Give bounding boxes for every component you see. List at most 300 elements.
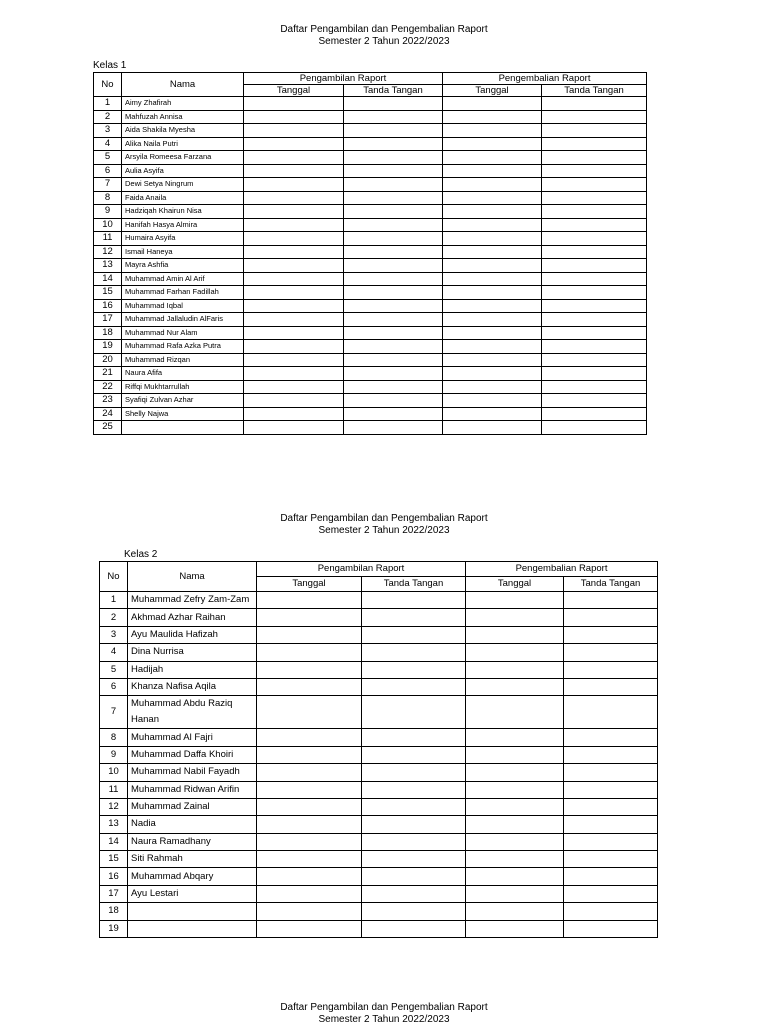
tanda-tangan-pengambilan-cell <box>344 286 443 300</box>
student-name <box>128 920 257 937</box>
table-row <box>94 380 647 394</box>
class-label-2: Kelas 2 <box>124 549 158 560</box>
tanda-tangan-pengembalian-cell <box>542 421 647 435</box>
tanggal-pengambilan-cell <box>244 313 344 327</box>
tanggal-pengembalian-cell <box>466 678 564 695</box>
header-tanda-tangan: Tanda Tangan <box>362 577 466 592</box>
table-row <box>94 191 647 205</box>
table-row <box>94 394 647 408</box>
table-row <box>100 798 658 815</box>
student-name: Mayra Ashfia <box>122 259 244 273</box>
tanggal-pengembalian-cell <box>466 746 564 763</box>
tanggal-pengembalian-cell <box>443 110 542 124</box>
table-row <box>94 367 647 381</box>
row-number: 23 <box>94 394 122 408</box>
header-pengembalian: Pengembalian Raport <box>443 73 647 85</box>
tanda-tangan-pengambilan-cell <box>344 232 443 246</box>
subtitle-line: Semester 2 Tahun 2022/2023 <box>318 525 450 536</box>
tanda-tangan-pengambilan-cell <box>344 218 443 232</box>
table-row <box>100 833 658 850</box>
tanda-tangan-pengembalian-cell <box>564 851 658 868</box>
subtitle-line: Semester 2 Tahun 2022/2023 <box>318 36 450 47</box>
row-number: 10 <box>100 764 128 781</box>
tanda-tangan-pengembalian-cell <box>564 592 658 609</box>
table-row <box>94 245 647 259</box>
tanda-tangan-pengembalian-cell <box>542 326 647 340</box>
page-title-2 <box>0 513 768 537</box>
tanda-tangan-pengambilan-cell <box>344 245 443 259</box>
class-label-1: Kelas 1 <box>93 60 127 71</box>
tanda-tangan-pengembalian-cell <box>542 178 647 192</box>
tanggal-pengembalian-cell <box>443 326 542 340</box>
tanggal-pengembalian-cell <box>466 903 564 920</box>
tanda-tangan-pengembalian-cell <box>564 781 658 798</box>
table-row <box>94 110 647 124</box>
row-number: 1 <box>94 97 122 111</box>
tanda-tangan-pengembalian-cell <box>542 232 647 246</box>
tanggal-pengembalian-cell <box>443 313 542 327</box>
tanggal-pengambilan-cell <box>244 151 344 165</box>
tanda-tangan-pengambilan-cell <box>344 313 443 327</box>
tanda-tangan-pengambilan-cell <box>344 421 443 435</box>
tanda-tangan-pengembalian-cell <box>542 245 647 259</box>
row-number: 9 <box>100 746 128 763</box>
table-row <box>94 124 647 138</box>
tanda-tangan-pengambilan-cell <box>344 394 443 408</box>
tanda-tangan-pengambilan-cell <box>362 764 466 781</box>
table-row <box>100 609 658 626</box>
student-name: Aida Shakila Myesha <box>122 124 244 138</box>
student-name <box>128 903 257 920</box>
tanda-tangan-pengembalian-cell <box>564 696 658 729</box>
row-number: 1 <box>100 592 128 609</box>
student-name: Mahfuzah Annisa <box>122 110 244 124</box>
header-tanda-tangan: Tanda Tangan <box>542 85 647 97</box>
tanda-tangan-pengembalian-cell <box>542 299 647 313</box>
tanggal-pengambilan-cell <box>244 245 344 259</box>
tanda-tangan-pengembalian-cell <box>564 833 658 850</box>
student-name: Ismail Haneya <box>122 245 244 259</box>
tanda-tangan-pengembalian-cell <box>564 764 658 781</box>
student-name: Humaira Asyifa <box>122 232 244 246</box>
tanda-tangan-pengambilan-cell <box>362 729 466 746</box>
tanggal-pengembalian-cell <box>466 885 564 902</box>
tanggal-pengambilan-cell <box>244 205 344 219</box>
tanda-tangan-pengambilan-cell <box>344 299 443 313</box>
student-name: Muhammad Abqary <box>128 868 257 885</box>
row-number: 5 <box>100 661 128 678</box>
tanggal-pengambilan-cell <box>257 781 362 798</box>
tanda-tangan-pengambilan-cell <box>362 781 466 798</box>
tanda-tangan-pengembalian-cell <box>542 394 647 408</box>
tanda-tangan-pengambilan-cell <box>362 903 466 920</box>
tanda-tangan-pengambilan-cell <box>344 178 443 192</box>
tanda-tangan-pengembalian-cell <box>542 110 647 124</box>
student-name: Muhammad Rizqan <box>122 353 244 367</box>
table-row <box>94 421 647 435</box>
tanda-tangan-pengembalian-cell <box>564 885 658 902</box>
row-number: 3 <box>94 124 122 138</box>
tanggal-pengambilan-cell <box>257 746 362 763</box>
row-number: 12 <box>94 245 122 259</box>
student-name <box>122 421 244 435</box>
tanggal-pengambilan-cell <box>244 164 344 178</box>
row-number: 15 <box>100 851 128 868</box>
row-number: 16 <box>100 868 128 885</box>
row-number: 12 <box>100 798 128 815</box>
tanggal-pengembalian-cell <box>443 380 542 394</box>
tanggal-pengembalian-cell <box>443 178 542 192</box>
tanggal-pengambilan-cell <box>244 191 344 205</box>
student-name: Alika Naila Putri <box>122 137 244 151</box>
title-line: Daftar Pengambilan dan Pengembalian Raport <box>280 513 488 524</box>
tanggal-pengembalian-cell <box>443 367 542 381</box>
tanggal-pengembalian-cell <box>443 218 542 232</box>
row-number: 10 <box>94 218 122 232</box>
tanda-tangan-pengambilan-cell <box>344 205 443 219</box>
table-row <box>94 151 647 165</box>
student-name: Muhammad Nur Alam <box>122 326 244 340</box>
table-row <box>100 678 658 695</box>
tanda-tangan-pengembalian-cell <box>542 286 647 300</box>
tanggal-pengembalian-cell <box>466 696 564 729</box>
row-number: 4 <box>94 137 122 151</box>
tanda-tangan-pengambilan-cell <box>344 326 443 340</box>
tanggal-pengambilan-cell <box>244 299 344 313</box>
tanda-tangan-pengembalian-cell <box>542 380 647 394</box>
tanggal-pengembalian-cell <box>466 868 564 885</box>
student-name: Muhammad Zainal <box>128 798 257 815</box>
student-name: Muhammad Rafa Azka Putra <box>122 340 244 354</box>
tanggal-pengembalian-cell <box>443 232 542 246</box>
tanda-tangan-pengambilan-cell <box>344 353 443 367</box>
tanda-tangan-pengambilan-cell <box>344 124 443 138</box>
tanggal-pengembalian-cell <box>466 729 564 746</box>
row-number: 17 <box>100 885 128 902</box>
row-number: 9 <box>94 205 122 219</box>
tanggal-pengembalian-cell <box>443 353 542 367</box>
tanggal-pengambilan-cell <box>257 816 362 833</box>
tanggal-pengembalian-cell <box>443 340 542 354</box>
tanggal-pengembalian-cell <box>443 259 542 273</box>
student-name: Naura Afifa <box>122 367 244 381</box>
table-row <box>94 178 647 192</box>
tanda-tangan-pengembalian-cell <box>564 678 658 695</box>
row-number: 11 <box>100 781 128 798</box>
tanggal-pengambilan-cell <box>257 592 362 609</box>
header-tanggal: Tanggal <box>244 85 344 97</box>
tanggal-pengambilan-cell <box>257 609 362 626</box>
title-line: Daftar Pengambilan dan Pengembalian Raport <box>280 1002 488 1013</box>
tanggal-pengembalian-cell <box>466 920 564 937</box>
tanda-tangan-pengembalian-cell <box>542 164 647 178</box>
table-row <box>100 868 658 885</box>
row-number: 24 <box>94 407 122 421</box>
tanda-tangan-pengambilan-cell <box>362 798 466 815</box>
tanggal-pengembalian-cell <box>466 609 564 626</box>
class-table-1 <box>93 72 647 435</box>
tanggal-pengambilan-cell <box>257 851 362 868</box>
student-name: Hadziqah Khairun Nisa <box>122 205 244 219</box>
tanda-tangan-pengambilan-cell <box>344 272 443 286</box>
tanggal-pengambilan-cell <box>244 259 344 273</box>
tanda-tangan-pengembalian-cell <box>564 609 658 626</box>
student-name: Siti Rahmah <box>128 851 257 868</box>
header-pengambilan: Pengambilan Raport <box>244 73 443 85</box>
tanda-tangan-pengambilan-cell <box>362 644 466 661</box>
tanggal-pengembalian-cell <box>443 272 542 286</box>
tanggal-pengembalian-cell <box>443 124 542 138</box>
table-row <box>100 626 658 643</box>
tanggal-pengambilan-cell <box>257 626 362 643</box>
tanggal-pengambilan-cell <box>244 326 344 340</box>
tanggal-pengambilan-cell <box>257 696 362 729</box>
tanggal-pengambilan-cell <box>244 353 344 367</box>
student-name: Ayu Maulida Hafizah <box>128 626 257 643</box>
tanda-tangan-pengambilan-cell <box>362 920 466 937</box>
tanda-tangan-pengembalian-cell <box>542 97 647 111</box>
tanda-tangan-pengambilan-cell <box>344 110 443 124</box>
student-name: Muhammad Jallaludin AlFaris <box>122 313 244 327</box>
tanggal-pengambilan-cell <box>244 380 344 394</box>
tanggal-pengembalian-cell <box>443 299 542 313</box>
tanggal-pengembalian-cell <box>443 137 542 151</box>
tanggal-pengambilan-cell <box>244 97 344 111</box>
header-tanggal: Tanggal <box>466 577 564 592</box>
student-name: Naura Ramadhany <box>128 833 257 850</box>
tanggal-pengambilan-cell <box>257 798 362 815</box>
table-row <box>100 920 658 937</box>
tanggal-pengembalian-cell <box>466 764 564 781</box>
row-number: 18 <box>100 903 128 920</box>
table-row <box>100 592 658 609</box>
tanda-tangan-pengembalian-cell <box>564 920 658 937</box>
row-number: 20 <box>94 353 122 367</box>
tanda-tangan-pengambilan-cell <box>362 626 466 643</box>
tanggal-pengembalian-cell <box>443 164 542 178</box>
tanggal-pengambilan-cell <box>257 764 362 781</box>
tanggal-pengambilan-cell <box>244 272 344 286</box>
table-row <box>94 259 647 273</box>
row-number: 16 <box>94 299 122 313</box>
table-row <box>94 232 647 246</box>
tanda-tangan-pengembalian-cell <box>542 124 647 138</box>
tanda-tangan-pengembalian-cell <box>542 137 647 151</box>
student-name: Muhammad Ridwan Arifin <box>128 781 257 798</box>
tanda-tangan-pengembalian-cell <box>564 626 658 643</box>
tanda-tangan-pengambilan-cell <box>362 833 466 850</box>
tanda-tangan-pengambilan-cell <box>344 367 443 381</box>
student-name: Dewi Setya Ningrum <box>122 178 244 192</box>
tanggal-pengambilan-cell <box>257 678 362 695</box>
tanggal-pengambilan-cell <box>257 644 362 661</box>
tanda-tangan-pengambilan-cell <box>362 868 466 885</box>
row-number: 6 <box>94 164 122 178</box>
row-number: 22 <box>94 380 122 394</box>
table-row <box>94 97 647 111</box>
tanda-tangan-pengembalian-cell <box>542 367 647 381</box>
tanda-tangan-pengambilan-cell <box>362 816 466 833</box>
student-name: Muhammad Farhan Fadillah <box>122 286 244 300</box>
tanda-tangan-pengambilan-cell <box>362 746 466 763</box>
row-number: 13 <box>100 816 128 833</box>
tanda-tangan-pengembalian-cell <box>542 353 647 367</box>
header-pengembalian: Pengembalian Raport <box>466 562 658 577</box>
table-row <box>94 299 647 313</box>
title-line: Daftar Pengambilan dan Pengembalian Raport <box>280 24 488 35</box>
row-number: 6 <box>100 678 128 695</box>
tanggal-pengembalian-cell <box>443 191 542 205</box>
row-number: 19 <box>94 340 122 354</box>
student-name: Faida Anaila <box>122 191 244 205</box>
tanda-tangan-pengambilan-cell <box>344 97 443 111</box>
tanggal-pengambilan-cell <box>244 286 344 300</box>
row-number: 7 <box>100 696 128 729</box>
student-name: Ayu Lestari <box>128 885 257 902</box>
tanggal-pengambilan-cell <box>257 868 362 885</box>
tanda-tangan-pengambilan-cell <box>344 164 443 178</box>
row-number: 8 <box>100 729 128 746</box>
row-number: 7 <box>94 178 122 192</box>
tanda-tangan-pengembalian-cell <box>564 816 658 833</box>
tanda-tangan-pengembalian-cell <box>564 729 658 746</box>
tanggal-pengambilan-cell <box>257 661 362 678</box>
table-row <box>94 218 647 232</box>
table-row <box>94 326 647 340</box>
table-row <box>100 764 658 781</box>
tanda-tangan-pengembalian-cell <box>542 205 647 219</box>
student-name: Hadijah <box>128 661 257 678</box>
tanda-tangan-pengembalian-cell <box>542 340 647 354</box>
tanda-tangan-pengambilan-cell <box>362 609 466 626</box>
student-name: Muhammad Zefry Zam-Zam <box>128 592 257 609</box>
tanda-tangan-pengambilan-cell <box>362 885 466 902</box>
tanggal-pengambilan-cell <box>257 729 362 746</box>
tanggal-pengambilan-cell <box>257 833 362 850</box>
tanggal-pengembalian-cell <box>466 798 564 815</box>
row-number: 2 <box>94 110 122 124</box>
table-row <box>100 885 658 902</box>
tanda-tangan-pengambilan-cell <box>344 407 443 421</box>
student-name: Khanza Nafisa Aqila <box>128 678 257 695</box>
tanggal-pengembalian-cell <box>466 851 564 868</box>
tanggal-pengembalian-cell <box>443 286 542 300</box>
tanggal-pengembalian-cell <box>466 626 564 643</box>
tanggal-pengembalian-cell <box>466 781 564 798</box>
table-row <box>94 340 647 354</box>
student-name: Aimy Zhafirah <box>122 97 244 111</box>
row-number: 8 <box>94 191 122 205</box>
row-number: 3 <box>100 626 128 643</box>
tanda-tangan-pengambilan-cell <box>362 696 466 729</box>
table-row <box>94 313 647 327</box>
student-name: Muhammad Abdu Raziq Hanan <box>128 696 257 729</box>
header-pengambilan: Pengambilan Raport <box>257 562 466 577</box>
header-tanda-tangan: Tanda Tangan <box>564 577 658 592</box>
table-row <box>100 851 658 868</box>
table-row <box>94 137 647 151</box>
tanda-tangan-pengambilan-cell <box>344 137 443 151</box>
table-row <box>100 781 658 798</box>
table-row <box>94 272 647 286</box>
row-number: 15 <box>94 286 122 300</box>
tanggal-pengambilan-cell <box>244 178 344 192</box>
tanda-tangan-pengembalian-cell <box>564 644 658 661</box>
row-number: 14 <box>94 272 122 286</box>
tanda-tangan-pengembalian-cell <box>542 151 647 165</box>
table-row <box>94 286 647 300</box>
tanggal-pengambilan-cell <box>257 903 362 920</box>
header-nama: Nama <box>122 73 244 97</box>
tanda-tangan-pengambilan-cell <box>344 259 443 273</box>
tanggal-pengambilan-cell <box>244 137 344 151</box>
tanggal-pengembalian-cell <box>443 394 542 408</box>
tanggal-pengembalian-cell <box>466 833 564 850</box>
tanggal-pengambilan-cell <box>244 124 344 138</box>
tanda-tangan-pengambilan-cell <box>362 851 466 868</box>
student-name: Riffqi Mukhtarrullah <box>122 380 244 394</box>
tanda-tangan-pengembalian-cell <box>564 661 658 678</box>
tanda-tangan-pengembalian-cell <box>542 313 647 327</box>
tanggal-pengembalian-cell <box>466 661 564 678</box>
row-number: 25 <box>94 421 122 435</box>
tanggal-pengembalian-cell <box>443 245 542 259</box>
tanda-tangan-pengambilan-cell <box>344 340 443 354</box>
tanggal-pengembalian-cell <box>443 97 542 111</box>
page-title-1 <box>0 24 768 48</box>
row-number: 18 <box>94 326 122 340</box>
tanda-tangan-pengembalian-cell <box>564 798 658 815</box>
tanda-tangan-pengembalian-cell <box>542 272 647 286</box>
row-number: 13 <box>94 259 122 273</box>
table-row <box>100 903 658 920</box>
row-number: 14 <box>100 833 128 850</box>
student-name: Syafiqi Zulvan Azhar <box>122 394 244 408</box>
page-title-3 <box>0 1002 768 1026</box>
table-row <box>100 661 658 678</box>
tanda-tangan-pengembalian-cell <box>564 903 658 920</box>
student-name: Arsyila Romeesa Farzana <box>122 151 244 165</box>
row-number: 4 <box>100 644 128 661</box>
tanda-tangan-pengembalian-cell <box>564 868 658 885</box>
header-no: No <box>100 562 128 592</box>
row-number: 17 <box>94 313 122 327</box>
table-row <box>100 696 658 729</box>
tanggal-pengembalian-cell <box>443 407 542 421</box>
tanda-tangan-pengambilan-cell <box>362 661 466 678</box>
tanggal-pengembalian-cell <box>466 592 564 609</box>
student-name: Akhmad Azhar Raihan <box>128 609 257 626</box>
tanda-tangan-pengambilan-cell <box>344 191 443 205</box>
student-name: Muhammad Amin Al Arif <box>122 272 244 286</box>
row-number: 11 <box>94 232 122 246</box>
row-number: 21 <box>94 367 122 381</box>
student-name: Muhammad Daffa Khoiri <box>128 746 257 763</box>
tanda-tangan-pengambilan-cell <box>344 151 443 165</box>
header-tanda-tangan: Tanda Tangan <box>344 85 443 97</box>
tanggal-pengembalian-cell <box>466 644 564 661</box>
tanda-tangan-pengambilan-cell <box>362 678 466 695</box>
tanggal-pengembalian-cell <box>466 816 564 833</box>
header-nama: Nama <box>128 562 257 592</box>
tanggal-pengambilan-cell <box>244 394 344 408</box>
header-no: No <box>94 73 122 97</box>
student-name: Hanifah Hasya Almira <box>122 218 244 232</box>
table-row <box>100 816 658 833</box>
class-table-2 <box>99 561 658 938</box>
row-number: 2 <box>100 609 128 626</box>
tanggal-pengambilan-cell <box>244 367 344 381</box>
